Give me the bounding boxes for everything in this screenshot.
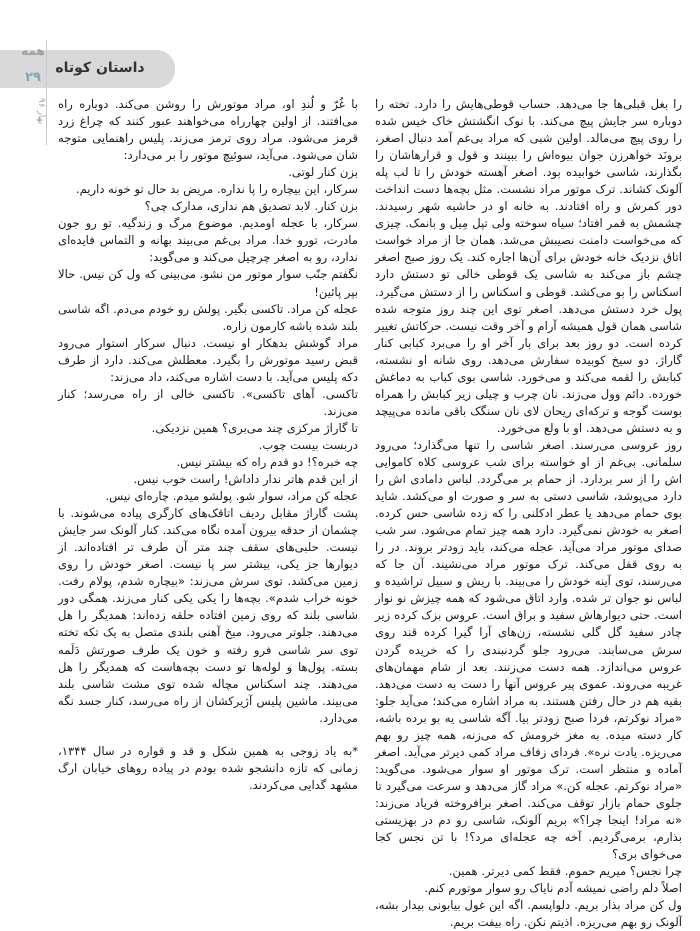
paragraph: پشت گاراژ مقابل ردیف اتاقک‌های کارگری پیاده می‌شوند. با چشمان از حدقه بیرون آمده نگاه می‌کند. کنار آلونک سر جایش نیست. حلبی‌های سقف چند متر آن طرف تر افتاده‌اند. از دیوارها جز یکی، بیشتر سر پا نیست. اصغر خودش را روی زمین می‌کشد. توی سرش می‌زند: «بیچاره شدم، پولام رفت. خونه خراب شدم». بچه‌ها را یکی یکی کنار می‌زند. همگی دور شاسی بلند که روی زمین افتاده حلقه زده‌اند: همدیگر را هل می‌دهند. جلوتر می‌رود. میخ آهنی بلندی متصل به یک تکه تخته توی سر شاسی فرو رفته و خون یک طرف صورتش دَلَمه بسته. پول‌ها و لوله‌ها تو دست بچه‌هاست که همدیگر را هل می‌دهند. چند اسکناس مچاله شده توی مشت شاسی بلند می‌بیند. ماشین پلیس آژیرکشان از راه می‌رسد، کنار جسد نگه می‌دارد. — [58, 506, 358, 725]
dialogue-line: بزن کنار لوتی. — [288, 165, 358, 180]
paragraph: با غُرّ و لُندِ او، مراد موتورش را روشن می‌کند. دوباره راه می‌افتند. از اولین چهارراه می‌خواهند عبور کنند که چراغ زرد قرمز می‌شود. مراد روی ترمز می‌زند. پلیس راهنمایی متوجه شان می‌شود. می‌آید، سوئیچ موتور را بر می‌دارد: — [58, 97, 358, 163]
paragraph: را بغل قبلی‌ها جا می‌دهد. حساب قوطی‌هایش را دارد. تخته را دوباره سر جایش پیچ می‌کند. با نوک انگشتش خاک خیس شده را روی پیچ می‌مالد. اولین شبی که مراد بی‌غم آمد دنبال اصغر، برونَد خواهرزن جوان بیوه‌اش را ببینند و قول و قرارهاشان را بگذارند، شاسی خوابیده بود. اصغر آهسته خودش را تا لب پله آلونک کشاند. ترک موتور مراد نشست. مثل بچه‌ها دست انداخت دور کمرش و راه افتادند. به خانه او در حاشیه شهر رسیدند. چشمش به قمر افتاد؛ سیاه سوخته ولی تپل مِیل و بانمک. چیزی که می‌خواست دامنت نصیبش می‌شد. همان جا از مراد خواست اتاق نزدیک خانه خودش برای آن‌ها اجاره کند. یک روز صبح اصغر چشم باز می‌کند به شاسی یک قوطی خالی تو دستش دارد اسکناس را بو می‌کشد. قوطی و اسکناس را از دستش می‌گیرد. پول خرد دستش می‌دهد. اصغر توی این چند روز متوجه شده شاسی همان قول همیشه آرام و آخر وقت نیست. حرکاتش تغییر کرده است. دو روز بعد برای بار آخر او را می‌برد کبابی کنار گاراژ. دو سیخ کوبیده سفارش می‌دهد. روی شانه او نشسته، کبابش را لقمه می‌کند و می‌خورد. شاسی بوی کباب به دماغش خورده. دائم وول می‌زند. نان چرب و چیلی زیر کبابش را همراه بوست گوجه و ترکه‌ای ریحان لای نان سنگک باقی مانده می‌پیچد و به دستش می‌دهد. او با ولع می‌خورد. — [375, 97, 682, 435]
dialogue-line: بزن کنار. لابد تصدیق هم نداری، مدارک چی؟ — [144, 199, 358, 214]
dialogue-line: چرا نجس؟ میریم حموم. فقط کمی دیرتر. همین. — [448, 864, 682, 879]
dialogue-line: سرکار، با عجله اومدیم. موضوع مرگ و زندگیه. تو رو جون مادرت، تورو خدا. مراد بی‌غم می‌بیند بهانه و التماس فایده‌ای ندارد، رو به اصغر چرچیل می‌کند و می‌گوید: — [58, 216, 358, 265]
magazine-logo-icon: همه — [21, 44, 45, 58]
dialogue-line: ول کن مراد بذار بریم. دلواپسم. اگه این غول بیابونی بیدار بشه، آلونک رو بهم می‌ریزه. اذیتم نکن. راه بیفت بریم. — [375, 898, 682, 930]
dialogue-line: سرکار، این بیچاره را پا نداره. مریض بد حال تو خونه داریم. — [75, 182, 358, 197]
dialogue-line: عجله کن مراد. تاکسی بگیر. پولش رو خودم می‌دم. اگه شاسی بلند شده باشه کارمون زاره. — [58, 301, 358, 333]
dialogue-line: دربست بیست چوب. — [258, 437, 358, 452]
dialogue-line: از این قدم هاتر ندار داداش! راست خوب نیس. — [133, 472, 358, 487]
text-column-right — [375, 96, 682, 931]
dialogue-line: چه خبره؟! دو قدم راه که بیشتر نیس. — [176, 454, 358, 469]
dialogue-line: تاکسی. آهای تاکسی». تاکسی خالی از راه می‌رسد؛ کنار می‌زند. — [58, 386, 358, 418]
dialogue-line: اصلاً دلم راضی نمیشه آدم نایاک رو سوار موتورم کنم. — [424, 881, 682, 896]
footnote: *به یاد زوجی به همین شکل و قد و قواره در سال ۱۳۴۴، زمانی که تازه دانشجو شده بودم در پیاده روهای خیابان ارگ مشهد گدایی می‌کردند. — [58, 743, 358, 792]
issue-label: بهار ۹۶ — [36, 98, 46, 125]
paragraph: روز عروسی می‌رسند. اصغر شاسی را تنها می‌گذارد؛ می‌رود سلمانی. بی‌غم از او خواسته برای شب عروسی کلاه کاموایی اش را از سر بردارد. از حمام بر می‌گردد. لباس دامادی اش را دارد می‌پوشد، شاسی دستی به سر و صورت او می‌کشد. شاید بوی حمام می‌دهد یا عطر ادکلنی را که زده شاسی حس کرده. اصغر به خودش نمی‌گیرد. دارد همه چیز تمام می‌شود. سر شب صدای موتور مراد می‌آید. عجله می‌کند، باید زودتر بروند. در را به روی قفل می‌کند. ترک موتور مراد می‌نشیند. آن جا که می‌رسند، توی آینه خودش را می‌بیند. با ریش و سبیل تراشیده و لباس نو جوان تر شده. وارد اتاق می‌شود که همه چیزش نو نوار است. حتی دیوارهاش سفید و براق است. عروس بزک کرده زیر چادر سفید گل گلی نشسته، زن‌های آرا گیرا کرده قند روی سرش می‌سابند. می‌رود جلو گردنبندی را که خریده گردن عروس می‌اندازد. همه دست می‌زنند. بعد از شام مهمان‌های غریبه می‌روند. عموی پیر عروس آنها را دست به دست می‌دهد. بقیه هم در حال رفتن هستند. به مراد اشاره می‌کند؛ می‌آید جلو: «مراد نوکرتم، فردا صبح زودتر بیا. آگه شاسی یه بو برده باشه، کار دسته میده. به مغز خرومش که می‌زنه، همه چیز رو بهم می‌ریزه. یادت نره». فردای زفاف مراد کمی دیرتر می‌آید. اصغر آماده و منتظر است. ترک موتور او سوار می‌شود. می‌گوید: «مراد نوکرتم. عجله کن.» مراد گاز می‌دهد و سرعت می‌گیرد تا جلوی حمام بازار توقف می‌کند. اصغر برافروخته فریاد می‌زند: «نه مراد! اینجا چرا؟» بریم آلونک، شاسی رو دم در بهزیستی بذارم، برمی‌گردیم. آخه چه عجله‌ای مرد؟! با تن نجس کجا می‌خوای بری؟ — [375, 437, 682, 862]
section-title: داستان کوتاه — [55, 60, 145, 76]
dialogue-line: نگفتم جنّب سوار موتور من نشو. می‌بینی که ول کن نیس. حالا بپر پائین! — [58, 267, 358, 299]
dialogue-line: عجله کن مراد، سوار شو. پولشو میدم. چاره‌ای نیس. — [105, 489, 358, 504]
dialogue-line: تا گاراژ مرکزی چند می‌بری؟ همین نزدیکی. — [151, 420, 358, 435]
page-number: ۲۹ — [25, 70, 41, 85]
text-column-left — [58, 96, 358, 794]
paragraph: مراد گوشش بدهکار او نیست. دنبال سرکار استوار می‌رود قبض رسید موتورش را بگیرد. معطلش می‌کند. دارد از طرف دکه پلیس می‌آید. با دست اشاره می‌کند، داد می‌زند: — [58, 335, 358, 384]
